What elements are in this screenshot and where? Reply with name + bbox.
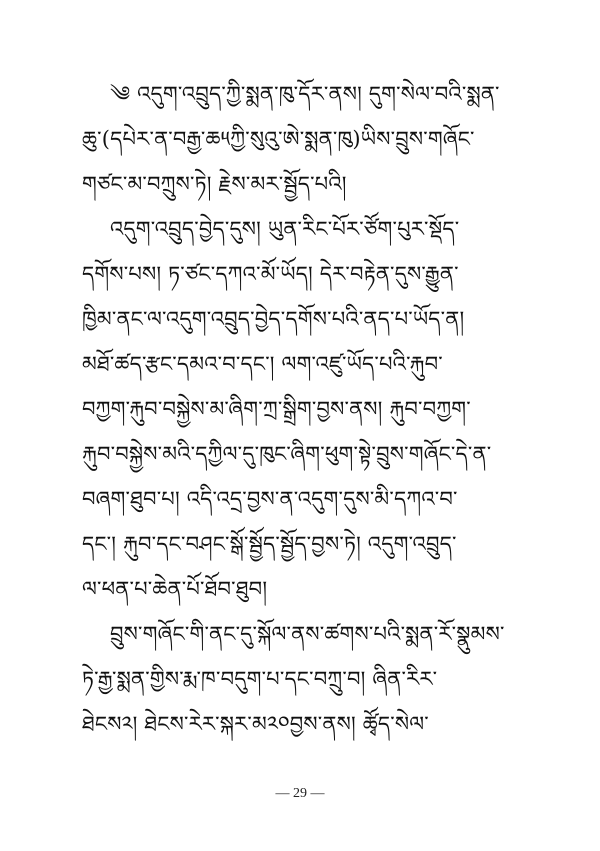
text-line: གཙང་མ་བཀྲུས་ཏེ། རྗེས་མར་སྦྱོད་པའི།	[82, 172, 347, 196]
text-line: ལ་ཕན་པ་ཆེན་པོ་ཐོབ་ཐུབ།	[82, 577, 268, 601]
text-line: ཁྱིམ་ནང་ལ་འདུག་འབྲུད་བྱེད་དགོས་པའི་ནད་པ་ཡོད་ན།	[82, 307, 465, 331]
body-text	[82, 72, 522, 747]
text-line: བྲུས་གཞོང་གི་ནང་དུ་སྐོལ་ནས་ཚགས་པའི་སྨན་རོ་སྣུམས་	[110, 622, 505, 646]
text-line: ༄ འདུག་འབྲུད་ཀྱི་སྨན་ཁུ་དོར་ནས། དུག་སེལ་བའི་སྨན་	[110, 82, 500, 106]
text-line: ཏེ་རྒྱ་སྨན་གྱིས་རྨ་ཁ་བདུག་པ་དང་བཀྲུ་བ། ཞིན་རིར་	[82, 667, 438, 691]
text-line: དགོས་པས། ཏ་ཙང་དཀའ་མོ་ཡོད། དེར་བརྟེན་དུས་རྒྱུན་	[82, 262, 459, 286]
text-line: ཐེངས༢། ཐེངས་རེར་སྐར་མ༢༠བྱས་ནས། ཚྭོད་སེལ་	[82, 712, 429, 736]
text-line: རྐུབ་བསྐྱེས་མའི་དཀྱིལ་དུ་ཁུང་ཞིག་ཕུག་སྟེ་བྲུས་གཞོང་དེ་ན་	[82, 442, 492, 466]
page-number: — 29 —	[275, 786, 325, 801]
text-line: དང་། རྐུབ་དང་བཤང་སྒོ་སྦྱོད་སྦྱོད་བྱས་ཏེ། འདུག་འབྲུད་	[82, 532, 457, 556]
text-line: འདུག་འབྲུད་བྱེད་དུས། ཡུན་རིང་པོར་ཙོག་པུར་སྡོད་	[110, 217, 460, 241]
text-line: བཞག་ཐུབ་པ། འདི་འདྲ་བྱས་ན་འདུག་དུས་མི་དཀའ་བ་	[82, 487, 458, 511]
text-line: ཆུ་(དཔེར་ན་བརྒྱ་ཆ༥ཀྱི་སུའུ་ཨེ་སྨན་ཁུ)ཡིས་བྲུས་གཞོང་	[82, 127, 475, 151]
text-line: མཐོ་ཚད་རྩང་དམའ་བ་དང་། ལག་འཛུ་ཡོད་པའི་རྐུབ་	[82, 352, 443, 376]
text-line: བཀྱག་རྐུབ་བསྐྱེས་མ་ཞིག་ཀྲ་སྒྲིག་བྱས་ནས། རྐུབ་བཀྱག་	[82, 397, 471, 421]
